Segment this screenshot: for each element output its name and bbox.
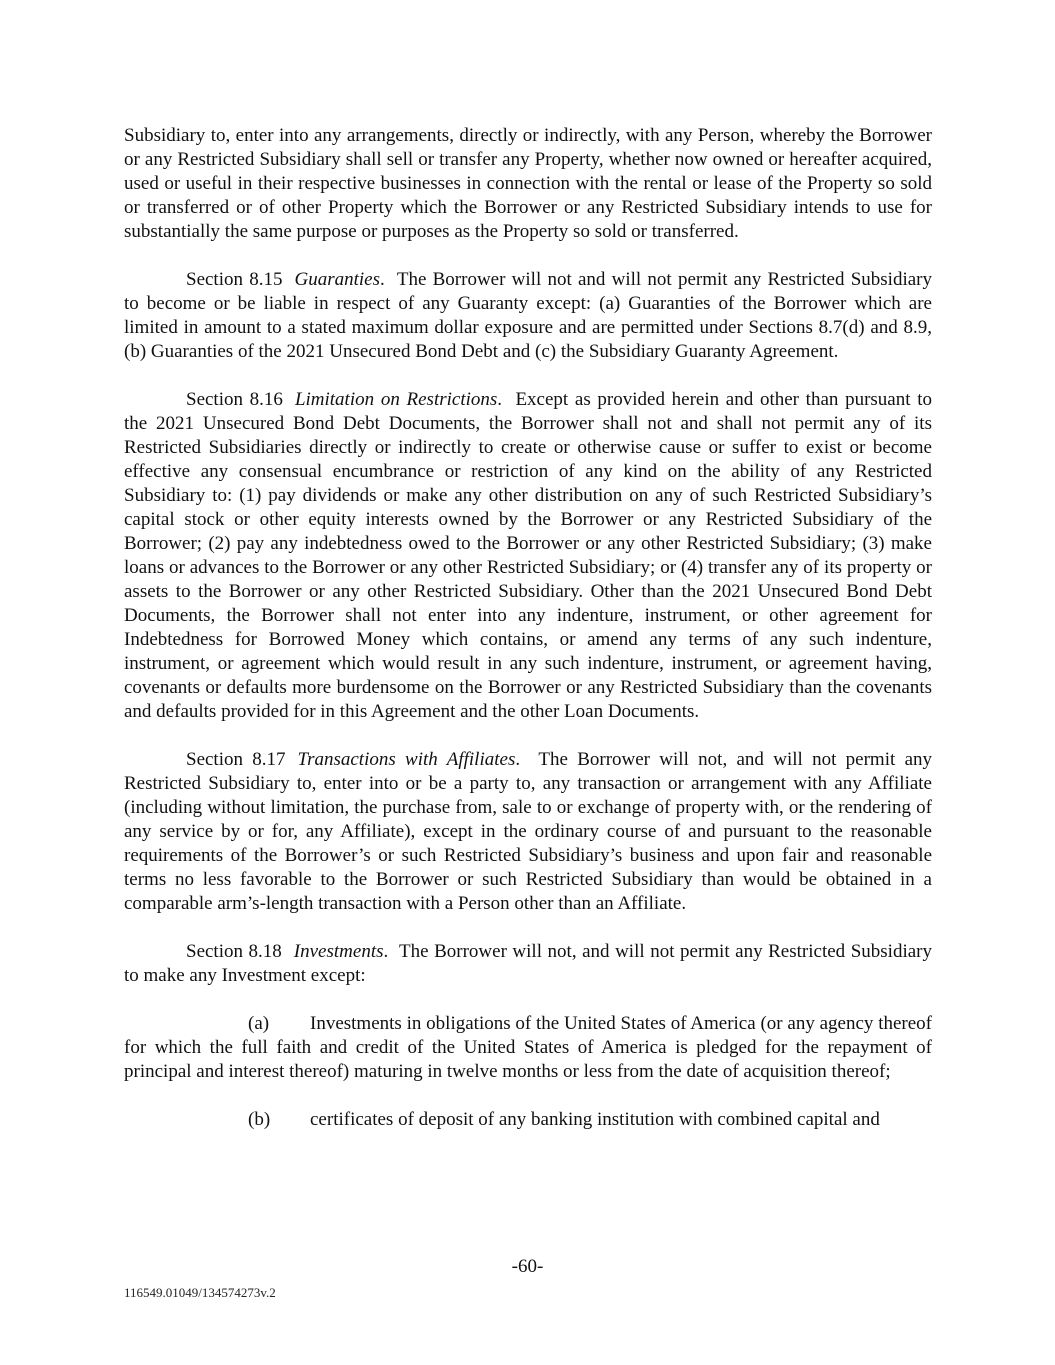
- section-title: Limitation on Restrictions: [294, 389, 498, 410]
- page-number: -60-: [511, 1256, 544, 1277]
- subitem-letter: (b): [248, 1109, 271, 1130]
- document-page: [124, 124, 932, 1132]
- document-id: 116549.01049/134574273v.2: [124, 1285, 276, 1300]
- section-body: Except as provided herein and other than pursuant to the 2021 Unsecured Bond Debt Documents, the Borrower shall not and shall not permit any of its Restricted Subsidiaries directly or indirectly to create or otherwise cause or suffer to exist or become effective any consensual encumbrance or restriction of any kind on the ability of any Restricted Subsidiary to: (1) pay dividends or make any other distribution on any of such Restricted Subsidiary’s capital stock or other equity interests owned by the Borrower or any Restricted Subsidiary of the Borrower; (2) pay any indebtedness owed to the Borrower or any other Restricted Subsidiary; (3) make loans or advances to the Borrower or any other Restricted Subsidiary; or (4) transfer any of its property or assets to the Borrower or any other Restricted Subsidiary. Other than the 2021 Unsecured Bond Debt Documents, the Borrower shall not enter into any indenture, instrument, or other agreement for Indebtedness for Borrowed Money which contains, or amend any terms of any such indenture, instrument, or agreement which would result in any such indenture, instrument, or agreement having, covenants or defaults more burdensome on the Borrower or any Restricted Subsidiary than the covenants and defaults provided for in this Agreement and the other Loan Documents.: [124, 389, 932, 722]
- section-title: Guaranties: [294, 269, 380, 290]
- subitem-b: [124, 1108, 932, 1132]
- section-8-15: Section 8.15 Guaranties. The Borrower will not and will not permit any Restricted Subsidiary to become or be liable in respect of any Guaranty except: (a) Guaranties of the Borrower which are limited in amount to a stated maximum dollar exposure and are permitted under Sections 8.7(d) and 8.9, (b) Guaranties of the 2021 Unsecured Bond Debt and (c) the Subsidiary Guaranty Agreement.: [124, 269, 932, 362]
- section-title: Transactions with Affiliates: [297, 749, 516, 770]
- section-8-16: Section 8.16 Limitation on Restrictions. Except as provided herein and other than pursuant to the 2021 Unsecured Bond Debt Documents, the Borrower shall not and shall not permit any of its Restricted Subsidiaries directly or indirectly to create or otherwise cause or suffer to exist or become effective any consensual encumbrance or restriction of any kind on the ability of any Restricted Subsidiary to: (1) pay dividends or make any other distribution on any of such Restricted Subsidiary’s capital stock or other equity interests owned by the Borrower or any Restricted Subsidiary of the Borrower; (2) pay any indebtedness owed to the Borrower or any other Restricted Subsidiary; (3) make loans or advances to the Borrower or any other Restricted Subsidiary; or (4) transfer any of its property or assets to the Borrower or any other Restricted Subsidiary. Other than the 2021 Unsecured Bond Debt Documents, the Borrower shall not enter into any indenture, instrument, or other agreement for Indebtedness for Borrowed Money which contains, or amend any terms of any such indenture, instrument, or agreement which would result in any such indenture, instrument, or agreement having, covenants or defaults more burdensome on the Borrower or any Restricted Subsidiary than the covenants and defaults provided for in this Agreement and the other Loan Documents.: [124, 389, 932, 722]
- subitem-a: [124, 1012, 932, 1084]
- section-body: The Borrower will not, and will not permit any Restricted Subsidiary to make any Investment except:: [124, 941, 932, 986]
- section-body: The Borrower will not and will not permit any Restricted Subsidiary to become or be liable in respect of any Guaranty except: (a) Guaranties of the Borrower which are limited in amount to a stated maximum dollar exposure and are permitted under Sections 8.7(d) and 8.9, (b) Guaranties of the 2021 Unsecured Bond Debt and (c) the Subsidiary Guaranty Agreement.: [124, 269, 932, 362]
- section-title: Investments: [293, 941, 384, 962]
- section-number: Section 8.16: [186, 389, 283, 410]
- section-number: Section 8.17: [186, 749, 286, 770]
- subitem-text: certificates of deposit of any banking institution with combined capital and: [310, 1109, 880, 1130]
- section-8-18: Section 8.18 Investments. The Borrower will not, and will not permit any Restricted Subsidiary to make any Investment except:: [124, 941, 932, 986]
- section-number: Section 8.18: [186, 941, 282, 962]
- section-8-17: Section 8.17 Transactions with Affiliates. The Borrower will not, and will not permit any Restricted Subsidiary to, enter into or be a party to, any transaction or arrangement with any Affiliate (including without limitation, the purchase from, sale to or exchange of property with, or the rendering of any service by or for, any Affiliate), except in the ordinary course of and pursuant to the reasonable requirements of the Borrower’s or such Restricted Subsidiary’s business and upon fair and reasonable terms no less favorable to the Borrower or such Restricted Subsidiary than would be obtained in a comparable arm’s-length transaction with a Person other than an Affiliate.: [124, 749, 932, 914]
- section-body: The Borrower will not, and will not permit any Restricted Subsidiary to, enter into or be a party to, any transaction or arrangement with any Affiliate (including without limitation, the purchase from, sale to or exchange of property with, or the rendering of any service by or for, any Affiliate), except in the ordinary course of and pursuant to the reasonable requirements of the Borrower’s or such Restricted Subsidiary’s business and upon fair and reasonable terms no less favorable to the Borrower or such Restricted Subsidiary than would be obtained in a comparable arm’s-length transaction with a Person other than an Affiliate.: [124, 749, 932, 914]
- subitem-letter: (a): [248, 1013, 270, 1034]
- continuation-paragraph: Subsidiary to, enter into any arrangements, directly or indirectly, with any Person, whereby the Borrower or any Restricted Subsidiary shall sell or transfer any Property, whether now owned or hereafter acquired, used or useful in their respective businesses in connection with the rental or lease of the Property so sold or transferred or of other Property which the Borrower or any Restricted Subsidiary intends to use for substantially the same purpose or purposes as the Property so sold or transferred.: [124, 125, 932, 242]
- section-number: Section 8.15: [186, 269, 283, 290]
- subitem-text: Investments in obligations of the United States of America (or any agency thereof for which the full faith and credit of the United States of America is pledged for the repayment of principal and interest thereof) maturing in twelve months or less from the date of acquisition thereof;: [124, 1013, 932, 1082]
